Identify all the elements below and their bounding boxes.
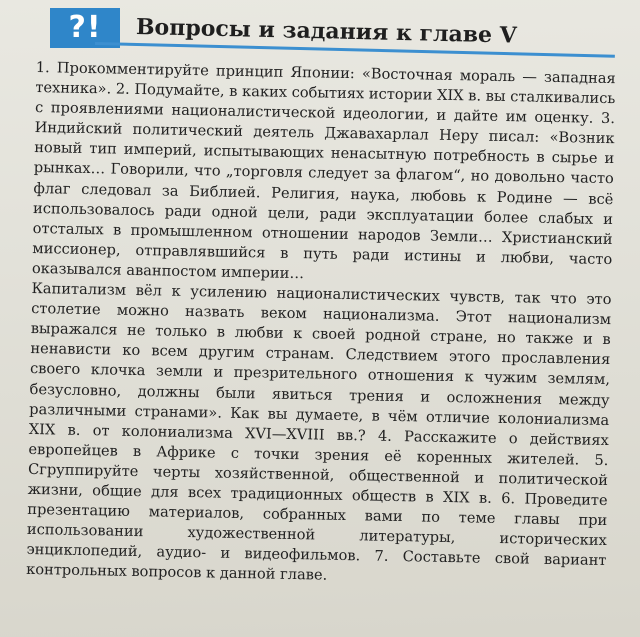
- questions-text: [26, 58, 616, 591]
- paragraph-questions-1-3: 1. Прокомментируйте принцип Японии: «Восточная мораль — западная техника». 2. Подумайте, в каких событиях истории XIX в. вы сталкивались с проявлениями националистической идеологии, и дайте им оценку. 3. Индийский политический деятель Джавахарлал Неру писал: «Возник новый тип империй, испытывающих ненасытную потребность в сырье и рынках… Говорили, что „торговля следует за флагом“, но довольно часто флаг следовал за Библией. Религия, наука, любовь к Родине — всё использовалось ради одной цели, ради эксплуатации более слабых и отсталых в промышленном отношении народов Земли… Христианский миссионер, отправлявшийся в путь ради истины и любви, часто оказывался аванпостом империи…: [31, 58, 616, 283]
- chapter-header: [28, 4, 640, 48]
- page-title: Вопросы и задания к главе V: [135, 14, 518, 49]
- questions-badge-icon: ?!: [50, 8, 120, 48]
- paragraph-questions-3-7: Капитализм вёл к усилению националистических чувств, так что это столетие можно назвать веком национализма. Этот национализм выражался не только в любви к своей родной стране, но также и в ненависти ко всем другим странам. Следствием этого прославления своего клочка земли и презрительного отношения к чужим землям, безусловно, должны были явиться трения и осложнения между различными странами». Как вы думаете, в чём отличие колониализма XIX в. от колониализма XVI—XVIII вв.? 4. Расскажите о действиях европейцев в Африке с точки зрения её коренных жителей. 5. Сгруппируйте черты хозяйственной, общественной и политической жизни, общие для всех традиционных обществ в XIX в. 6. Проведите презентацию материалов, собранных вами по теме главы при использовании художественной литературы, исторических энциклопедий, аудио- и видеофильмов. 7. Составьте свой вариант контрольных вопросов к данной главе.: [26, 279, 612, 585]
